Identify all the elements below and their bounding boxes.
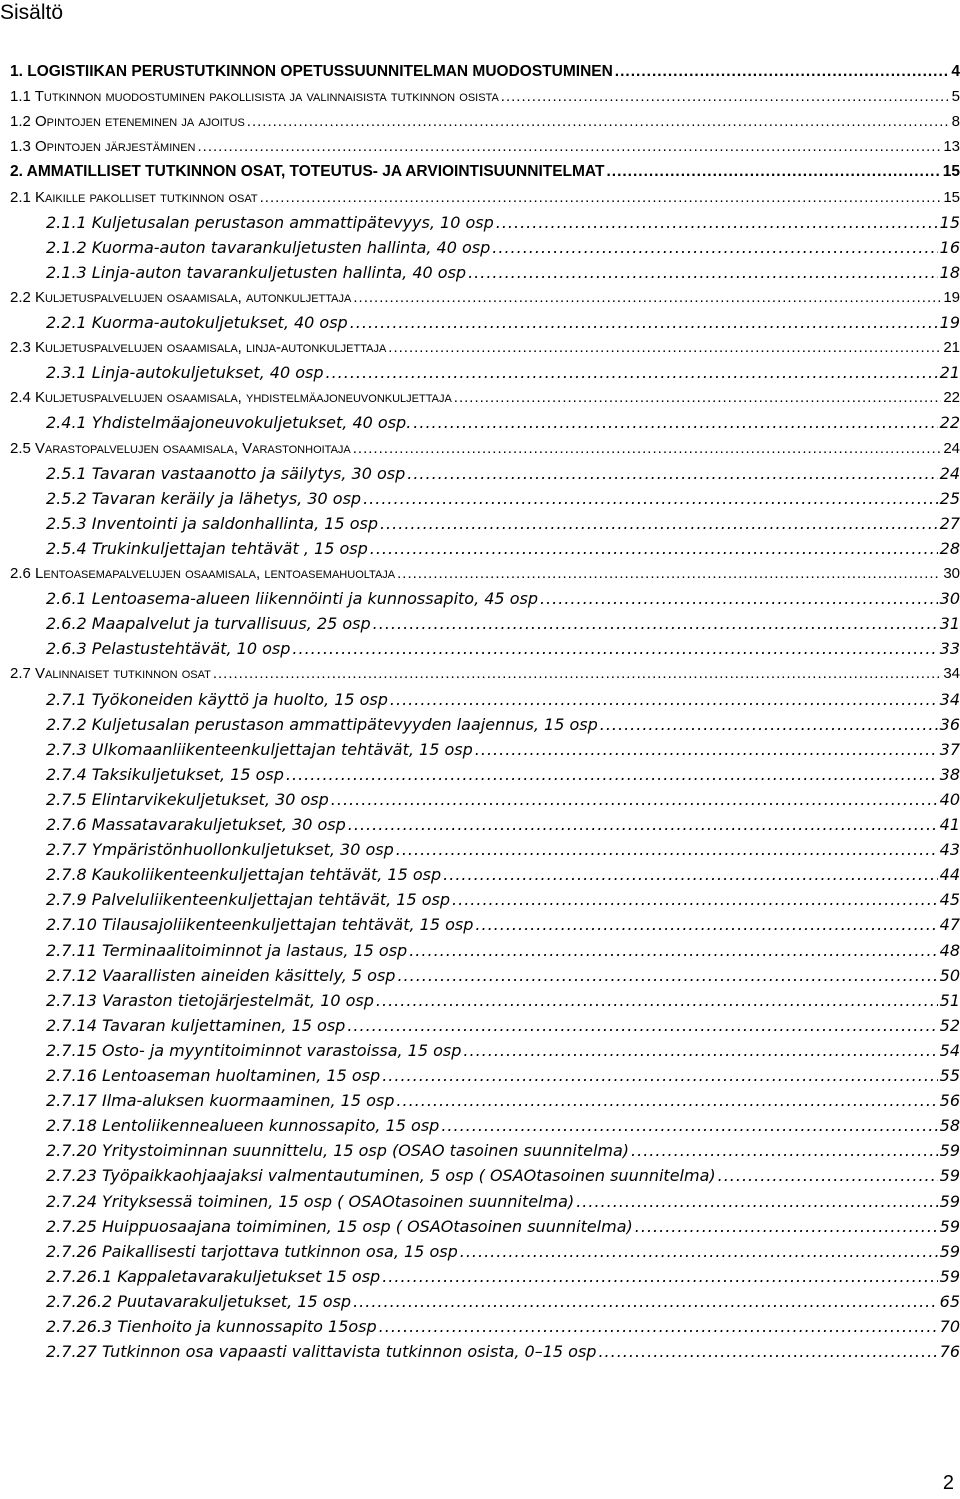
toc-entry-label: 2.7.1 Työkoneiden käyttö ja huolto, 15 osp	[46, 689, 388, 709]
dot-leader	[390, 689, 938, 711]
toc-entry-label: 2.7.26.2 Puutavarakuljetukset, 15 osp	[46, 1291, 352, 1311]
toc-entry[interactable]	[46, 538, 960, 560]
dot-leader	[397, 965, 937, 987]
dot-leader	[635, 1216, 938, 1238]
toc-entry-label: 2.7.2 Kuljetusalan perustason ammattipätevyyden laajennus, 15 osp	[46, 714, 598, 734]
toc-entry[interactable]	[46, 1165, 960, 1187]
toc-entry[interactable]	[46, 940, 960, 962]
toc-entry-label: 2.6.3 Pelastustehtävät, 10 osp	[46, 639, 291, 659]
dot-leader	[260, 187, 942, 209]
toc-entry-page: 24	[939, 463, 960, 483]
dot-leader	[492, 237, 937, 259]
toc-entry[interactable]	[10, 287, 960, 309]
dot-leader	[615, 61, 950, 83]
dot-leader	[460, 1241, 938, 1263]
toc-entry-page: 54	[939, 1040, 960, 1060]
dot-leader	[380, 513, 938, 535]
toc-entry-label: 2.1.2 Kuorma-auton tavarankuljetusten hallinta, 40 osp	[46, 237, 491, 257]
toc-entry-label: 2.5 Varastopalvelujen osaamisala, Varastonhoitaja	[10, 439, 351, 457]
toc-entry[interactable]	[46, 990, 960, 1012]
toc-entry[interactable]	[46, 914, 960, 936]
toc-entry[interactable]	[46, 362, 960, 384]
toc-entry-page: 43	[939, 840, 960, 860]
dot-leader	[540, 588, 938, 610]
toc-entry[interactable]	[10, 438, 960, 460]
toc-entry[interactable]	[46, 965, 960, 987]
toc-entry-page: 55	[939, 1066, 960, 1085]
toc-entry[interactable]	[46, 1065, 960, 1087]
dot-leader	[443, 864, 937, 886]
toc-entry[interactable]	[10, 136, 960, 158]
toc-entry-label: 2.5.2 Tavaran keräily ja lähetys, 30 osp	[46, 488, 362, 508]
toc-entry-page: 5	[951, 88, 960, 106]
toc-entry[interactable]	[10, 563, 960, 585]
toc-entry-label: 2.7.5 Elintarvikekuljetukset, 30 osp	[46, 789, 329, 809]
toc-entry-page: 38	[939, 764, 960, 784]
dot-leader	[331, 789, 938, 811]
toc-entry-label: 2.1 Kaikille pakolliset tutkinnon osat	[10, 188, 258, 206]
toc-entry-page: 59	[939, 1141, 960, 1161]
dot-leader	[213, 663, 941, 685]
toc-entry[interactable]	[46, 513, 960, 535]
toc-entry[interactable]	[46, 764, 960, 786]
dot-leader	[198, 136, 942, 158]
dot-leader	[286, 764, 938, 786]
toc-entry-label: 2.7.3 Ulkomaanliikenteenkuljettajan tehtävät, 15 osp	[46, 739, 473, 759]
toc-entry-label: 2.1.1 Kuljetusalan perustason ammattipätevyys, 10 osp	[46, 212, 494, 232]
toc-entry-label: 2.6.2 Maapalvelut ja turvallisuus, 25 osp	[46, 614, 371, 634]
toc-entry[interactable]	[46, 789, 960, 811]
dot-leader	[576, 1191, 937, 1213]
toc-entry-label: 1.1 Tutkinnon muodostuminen pakollisista ja valinnaisista tutkinnon osista	[10, 88, 499, 106]
toc-entry[interactable]	[46, 488, 960, 510]
toc-entry[interactable]	[46, 312, 960, 334]
toc-entry[interactable]	[10, 86, 960, 108]
toc-entry-label: 2.7.13 Varaston tietojärjestelmät, 10 osp	[46, 990, 374, 1010]
toc-entry-page: 15	[939, 212, 960, 232]
toc-entry-page: 16	[939, 237, 960, 257]
toc-entry[interactable]	[10, 111, 960, 133]
toc-entry-page: 59	[939, 1241, 960, 1261]
toc-entry-page: 76	[939, 1342, 960, 1362]
toc-entry[interactable]	[46, 864, 960, 886]
toc-entry-page: 56	[939, 1091, 960, 1111]
toc-entry[interactable]	[46, 237, 960, 259]
toc-entry[interactable]	[10, 161, 960, 183]
toc-entry-page: 52	[939, 1015, 960, 1035]
toc-entry-page: 25	[939, 488, 960, 508]
dot-leader	[347, 1015, 937, 1037]
toc-entry-page: 41	[939, 815, 960, 834]
dot-leader	[463, 1040, 937, 1062]
toc-entry-page: 48	[939, 940, 960, 960]
toc-entry-page: 30	[943, 565, 960, 582]
toc-entry[interactable]	[46, 814, 960, 836]
toc-entry-page: 65	[939, 1291, 960, 1311]
toc-entry[interactable]	[10, 387, 960, 409]
dot-leader	[353, 1291, 938, 1313]
toc-entry-label: 2.2 Kuljetuspalvelujen osaamisala, autonkuljettaja	[10, 288, 352, 306]
toc-entry[interactable]	[46, 1241, 960, 1263]
toc-entry-page: 37	[939, 739, 960, 759]
toc-entry-label: 1.2 Opintojen eteneminen ja ajoitus	[10, 113, 245, 131]
toc-entry-label: 2.2.1 Kuorma-autokuljetukset, 40 osp	[46, 313, 348, 332]
toc-entry-page: 18	[939, 262, 960, 282]
toc-entry-page: 15	[942, 163, 960, 181]
toc-entry-page: 34	[943, 665, 960, 683]
toc-entry[interactable]	[46, 1090, 960, 1112]
toc-entry[interactable]	[46, 839, 960, 861]
toc-entry-label: 2.4 Kuljetuspalvelujen osaamisala, yhdistelmäajoneuvonkuljettaja	[10, 389, 452, 407]
toc-entry-label: 2.7.6 Massatavarakuljetukset, 30 osp	[46, 815, 346, 834]
toc-entry-page: 4	[951, 63, 960, 80]
toc-entry[interactable]	[46, 889, 960, 911]
toc-entry-label: 2.3.1 Linja-autokuljetukset, 40 osp	[46, 363, 324, 383]
toc-entry[interactable]	[46, 588, 960, 610]
dot-leader	[376, 990, 938, 1012]
toc-entry-page: 33	[939, 639, 960, 659]
toc-entry-page: 59	[939, 1191, 960, 1211]
toc-entry-page: 22	[939, 413, 960, 433]
toc-entry-page: 59	[939, 1216, 960, 1236]
toc-entry-page: 21	[943, 339, 960, 357]
toc-entry-page: 22	[943, 389, 960, 407]
toc-entry-label: 2.6.1 Lentoasema-alueen liikennöinti ja kunnossapito, 45 osp	[46, 589, 538, 609]
toc-entry-label: 2.7.26.3 Tienhoito ja kunnossapito 15osp	[46, 1317, 377, 1336]
toc-entry-label: 2.7.14 Tavaran kuljettaminen, 15 osp	[46, 1015, 346, 1035]
toc-entry-label: 2.7.16 Lentoaseman huoltaminen, 15 osp	[46, 1066, 381, 1085]
toc-entry-label: 2.5.1 Tavaran vastaanotto ja säilytys, 30 osp	[46, 463, 406, 483]
toc-entry-label: 2.5.3 Inventointi ja saldonhallinta, 15 osp	[46, 513, 378, 533]
toc-entry-label: 2. AMMATILLISET TUTKINNON OSAT, TOTEUTUS- JA ARVIOINTISUUNNITELMAT	[10, 163, 605, 181]
toc-entry-label: 1.3 Opintojen järjestäminen	[10, 138, 196, 156]
toc-entry-page: 24	[943, 439, 960, 457]
toc-entry-page: 34	[939, 689, 960, 709]
toc-entry-label: 2.7 Valinnaiset tutkinnon osat	[10, 665, 211, 683]
dot-leader	[501, 86, 950, 108]
toc-entry-label: 2.7.8 Kaukoliikenteenkuljettajan tehtävät, 15 osp	[46, 865, 442, 885]
dot-leader	[348, 814, 938, 836]
toc-entry-page: 45	[939, 890, 960, 910]
dot-leader	[454, 387, 942, 409]
toc-entry[interactable]	[46, 412, 960, 434]
toc-entry[interactable]	[10, 187, 960, 209]
toc-entry-label: 2.7.10 Tilausajoliikenteenkuljettajan tehtävät, 15 osp	[46, 915, 474, 935]
toc-entry[interactable]	[10, 61, 960, 83]
toc-entry-page: 30	[939, 589, 960, 609]
dot-leader	[409, 940, 937, 962]
toc-entry-label: 2.3 Kuljetuspalvelujen osaamisala, linja-autonkuljettaja	[10, 339, 387, 357]
toc-entry[interactable]	[46, 1291, 960, 1313]
dot-leader	[631, 1140, 938, 1162]
dot-leader	[363, 488, 938, 510]
toc-entry-page: 51	[939, 990, 960, 1010]
dot-leader	[373, 613, 938, 635]
toc-entry-label: 2.7.27 Tutkinnon osa vapaasti valittavista tutkinnon osista, 0–15 osp	[46, 1342, 597, 1362]
toc-entry-page: 70	[939, 1317, 960, 1336]
toc-entry-page: 13	[943, 138, 960, 156]
dot-leader	[353, 287, 941, 309]
toc-entry[interactable]	[46, 463, 960, 485]
toc-entry-page: 31	[939, 614, 960, 634]
toc-entry-label: 2.7.18 Lentoliikennealueen kunnossapito, 15 osp	[46, 1116, 440, 1136]
dot-leader	[292, 638, 937, 660]
dot-leader	[397, 563, 941, 585]
toc-entry-label: 2.7.9 Palveluliikenteenkuljettajan tehtävät, 15 osp	[46, 890, 451, 910]
dot-leader	[413, 412, 937, 434]
toc-entry[interactable]	[10, 337, 960, 359]
dot-leader	[382, 1266, 937, 1288]
dot-leader	[600, 714, 938, 736]
dot-leader	[379, 1316, 938, 1338]
toc-entry[interactable]	[46, 1015, 960, 1037]
toc-entry-page: 44	[939, 865, 960, 885]
toc-entry-page: 47	[939, 915, 960, 935]
toc-entry-label: 2.7.4 Taksikuljetukset, 15 osp	[46, 764, 284, 784]
dot-leader	[407, 463, 937, 485]
toc-entry-page: 59	[939, 1166, 960, 1186]
toc-entry[interactable]	[46, 262, 960, 284]
toc-entry-label: 2.5.4 Trukinkuljettajan tehtävät , 15 osp	[46, 538, 368, 558]
page-number: 2	[942, 1472, 954, 1494]
toc-entry-label: 2.7.15 Osto- ja myyntitoiminnot varastoissa, 15 osp	[46, 1040, 462, 1060]
toc-entry-label: 2.4.1 Yhdistelmäajoneuvokuljetukset, 40 osp.	[46, 413, 412, 433]
dot-leader	[350, 312, 938, 334]
toc-entry[interactable]	[46, 212, 960, 234]
toc-entry-page: 8	[951, 113, 960, 131]
dot-leader	[353, 438, 942, 460]
toc-entry-label: 2.7.7 Ympäristönhuollonkuljetukset, 30 osp	[46, 840, 394, 860]
toc-entry-label: 2.7.11 Terminaalitoiminnot ja lastaus, 15 osp	[46, 940, 408, 960]
toc-entry[interactable]	[46, 1191, 960, 1213]
toc-entry-label: 2.7.26 Paikallisesti tarjottava tutkinnon osa, 15 osp	[46, 1241, 458, 1261]
toc-entry-page: 58	[939, 1116, 960, 1136]
dot-leader	[396, 839, 938, 861]
toc-entry-label: 2.7.23 Työpaikkaohjaajaksi valmentautuminen, 5 osp ( OSAOtasoinen suunnitelma)	[46, 1166, 716, 1186]
dot-leader	[370, 538, 938, 560]
toc-entry-label: 2.7.26.1 Kappaletavarakuljetukset 15 osp	[46, 1266, 381, 1286]
toc-entry[interactable]	[46, 1140, 960, 1162]
toc-entry-page: 15	[943, 188, 960, 206]
toc-entry-page: 40	[939, 789, 960, 809]
dot-leader	[718, 1165, 938, 1187]
page-title: Sisältö	[0, 1, 64, 24]
dot-leader	[452, 889, 938, 911]
toc-entry-page: 27	[939, 513, 960, 533]
toc-entry[interactable]	[46, 1040, 960, 1062]
toc-entry-label: 1. LOGISTIIKAN PERUSTUTKINNON OPETUSSUUNNITELMAN MUODOSTUMINEN	[10, 63, 613, 80]
dot-leader	[475, 914, 937, 936]
toc-entry[interactable]	[46, 1316, 960, 1338]
toc-entry-page: 19	[939, 313, 960, 332]
toc-entry[interactable]	[46, 739, 960, 761]
toc-entry-label: 2.6 Lentoasemapalvelujen osaamisala, lentoasemahuoltaja	[10, 565, 396, 582]
toc-entry[interactable]	[46, 638, 960, 660]
toc-entry-label: 2.7.20 Yritystoiminnan suunnittelu, 15 osp (OSAO tasoinen suunnitelma)	[46, 1141, 630, 1161]
toc-entry[interactable]	[46, 1341, 960, 1363]
toc-entry[interactable]	[46, 1266, 960, 1288]
toc-entry-label: 2.7.12 Vaarallisten aineiden käsittely, 5 osp	[46, 965, 396, 985]
toc-entry-page: 19	[943, 288, 960, 306]
toc-entry[interactable]	[46, 613, 960, 635]
dot-leader	[475, 739, 938, 761]
toc-entry[interactable]	[46, 714, 960, 736]
dot-leader	[598, 1341, 937, 1363]
dot-leader	[396, 1090, 937, 1112]
toc-entry-page: 59	[939, 1266, 960, 1286]
toc-entry[interactable]	[10, 663, 960, 685]
toc-entry-label: 2.7.25 Huippuosaajana toimiminen, 15 osp ( OSAOtasoinen suunnitelma)	[46, 1216, 633, 1236]
toc-entry-page: 28	[939, 538, 960, 558]
toc-entry-page: 36	[939, 714, 960, 734]
toc-entry[interactable]	[46, 689, 960, 711]
toc-entry-page: 50	[939, 965, 960, 985]
dot-leader	[247, 111, 950, 133]
dot-leader	[388, 337, 941, 359]
dot-leader	[496, 212, 938, 234]
toc-entry-label: 2.7.24 Yrityksessä toiminen, 15 osp ( OSAOtasoinen suunnitelma)	[46, 1191, 575, 1211]
toc-entry-label: 2.7.17 Ilma-aluksen kuormaaminen, 15 osp	[46, 1091, 395, 1111]
dot-leader	[468, 262, 938, 284]
toc-entry-page: 21	[939, 363, 960, 383]
toc-entry[interactable]	[46, 1115, 960, 1137]
dot-leader	[326, 362, 938, 384]
dot-leader	[606, 161, 940, 183]
toc-entry-label: 2.1.3 Linja-auton tavarankuljetusten hallinta, 40 osp	[46, 262, 467, 282]
dot-leader	[382, 1065, 937, 1087]
toc-entry[interactable]	[46, 1216, 960, 1238]
dot-leader	[441, 1115, 937, 1137]
